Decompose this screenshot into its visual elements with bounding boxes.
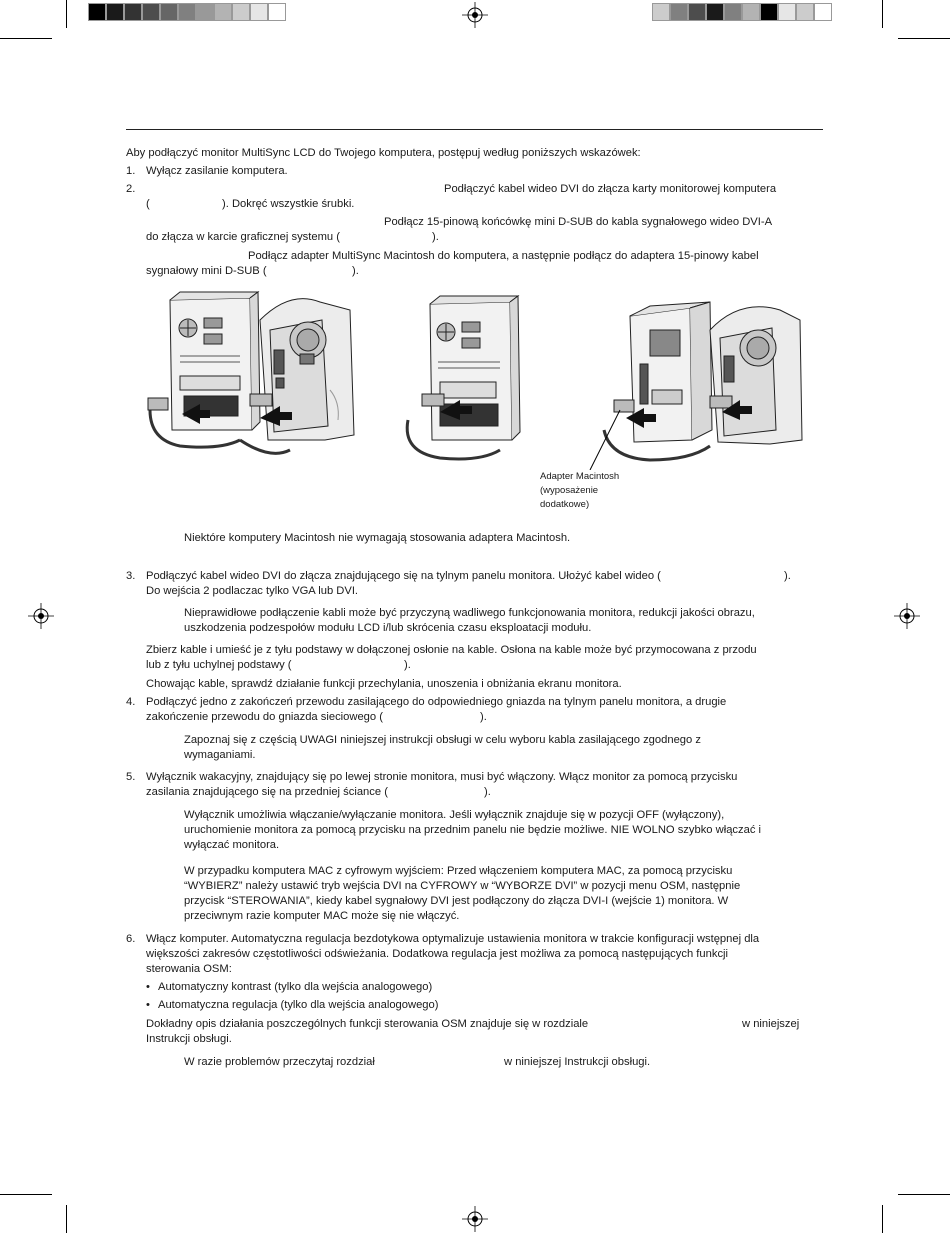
color-swatch (214, 3, 232, 21)
connection-illustration (140, 290, 830, 470)
step-text: sterowania OSM: (146, 963, 232, 975)
step-number: 4. (126, 696, 136, 708)
color-swatch (796, 3, 814, 21)
color-swatch (724, 3, 742, 21)
color-swatch (160, 3, 178, 21)
color-swatch (268, 3, 286, 21)
crop-mark (882, 0, 883, 28)
step-text: Zbierz kable i umieść je z tyłu podstawy w dołączonej osłonie na kable. Osłona na kable może być przymocowana z przodu (146, 644, 757, 656)
bullet-text: Automatyczny kontrast (tylko dla wejścia analogowego) (158, 981, 433, 993)
color-swatch (124, 3, 142, 21)
step-number: 5. (126, 771, 136, 783)
bullet-text: Automatyczna regulacja (tylko dla wejścia analogowego) (158, 999, 439, 1011)
color-swatch (142, 3, 160, 21)
color-swatch (670, 3, 688, 21)
mac-note: Niektóre komputery Macintosh nie wymagają stosowania adaptera Macintosh. (184, 532, 571, 544)
note-text: W razie problemów przeczytaj rozdział (184, 1056, 375, 1068)
note-text: w niniejszej Instrukcji obsługi. (504, 1056, 651, 1068)
color-swatch (232, 3, 250, 21)
pc-dvi-illustration (148, 292, 354, 453)
crop-mark (882, 1205, 883, 1233)
color-bar-right (652, 3, 832, 21)
color-swatch (778, 3, 796, 21)
crop-mark (898, 1194, 950, 1195)
note-text: W przypadku komputera MAC z cyfrowym wyjściem: Przed włączeniem komputera MAC, za pomocą przycisku (184, 865, 733, 877)
color-swatch (742, 3, 760, 21)
crop-mark (66, 1205, 67, 1233)
color-swatch (250, 3, 268, 21)
step-text: Podłączyć kabel wideo DVI do złącza karty monitorowej komputera (444, 183, 777, 195)
bullet: • (146, 999, 150, 1011)
step-text: ). (352, 265, 359, 277)
color-swatch (706, 3, 724, 21)
note-text: Zapoznaj się z częścią UWAGI niniejszej instrukcji obsługi w celu wyboru kabla zasilającego zgodnego z (184, 734, 701, 746)
step-text: ). (432, 231, 439, 243)
step-number: 6. (126, 933, 136, 945)
step-text: ). Dokręć wszystkie śrubki. (222, 198, 355, 210)
color-swatch (106, 3, 124, 21)
step-text: w niniejszej (742, 1018, 800, 1030)
pc-dsub-illustration (407, 296, 520, 459)
step-text: ( (146, 198, 150, 210)
mac-adapter-illustration (590, 302, 802, 470)
step-number: 2. (126, 183, 136, 195)
note-text: przycisk “STEROWANIA”, kiedy kabel sygnałowy DVI jest podłączony do złącza DVI-I (wejście 1) monitora. W (184, 895, 729, 907)
step-text: lub z tyłu uchylnej podstawy ( (146, 659, 292, 671)
registration-mark (462, 1206, 488, 1232)
step-text: Do wejścia 2 podlaczac tylko VGA lub DVI. (146, 585, 359, 597)
step-text: sygnałowy mini D-SUB ( (146, 265, 267, 277)
crop-mark (0, 1194, 52, 1195)
step-text: zakończenie przewodu do gniazda sieciowego ( (146, 711, 383, 723)
adapter-callout-line3: dodatkowe) (540, 499, 590, 510)
color-swatch (196, 3, 214, 21)
registration-mark (894, 603, 920, 629)
note-text: przeciwnym razie komputer MAC może się nie włączyć. (184, 910, 460, 922)
crop-mark (66, 0, 67, 28)
step-text: Podłączyć kabel wideo DVI do złącza znajdującego się na tylnym panelu monitora. Ułożyć kabel wideo ( (146, 570, 661, 582)
intro-text: Aby podłączyć monitor MultiSync LCD do Twojego komputera, postępuj według poniższych wskazówek: (126, 147, 641, 159)
color-swatch (652, 3, 670, 21)
registration-mark (462, 2, 488, 28)
step-text: zasilania znajdującego się na przedniej ściance ( (146, 786, 388, 798)
step-number: 1. (126, 165, 136, 177)
note-text: wymaganiami. (184, 749, 256, 761)
step-text: do złącza w karcie graficznej systemu ( (146, 231, 340, 243)
color-swatch (88, 3, 106, 21)
caution-text: uszkodzenia podzespołów modułu LCD i/lub skrócenia czasu eksploatacji modułu. (184, 622, 592, 634)
color-swatch (814, 3, 832, 21)
step-number: 3. (126, 570, 136, 582)
color-bar-left (88, 3, 286, 21)
step-text: Podłącz 15-pinową końcówkę mini D-SUB do kabla sygnałowego wideo DVI-A (384, 216, 773, 228)
step-text: Podłącz adapter MultiSync Macintosh do komputera, a następnie podłącz do adaptera 15-pinowy kabel (248, 250, 759, 262)
step-text: Wyłącznik wakacyjny, znajdujący się po lewej stronie monitora, musi być włączony. Włącz monitor za pomocą przycisku (146, 771, 738, 783)
step-text: Instrukcji obsługi. (146, 1033, 232, 1045)
adapter-callout-line1: Adapter Macintosh (540, 471, 620, 482)
crop-mark (0, 38, 52, 39)
step-text: Dokładny opis działania poszczególnych funkcji sterowania OSM znajduje się w rozdziale (146, 1018, 589, 1030)
color-swatch (760, 3, 778, 21)
step-text: Włącz komputer. Automatyczna regulacja bezdotykowa optymalizuje ustawienia monitora w trakcie konfiguracji wstępnej dla (146, 933, 760, 945)
step-text: ). (484, 786, 491, 798)
adapter-callout-line2: (wyposażenie (540, 485, 599, 496)
note-text: uruchomienie monitora za pomocą przycisku na przednim panelu nie będzie możliwe. NIE WOLNO szybko włączać i (184, 824, 762, 836)
step-text: Wyłącz zasilanie komputera. (146, 165, 288, 177)
header-rule (126, 129, 823, 130)
registration-mark (28, 603, 54, 629)
crop-mark (898, 38, 950, 39)
note-text: Wyłącznik umożliwia włączanie/wyłączanie monitora. Jeśli wyłącznik znajduje się w pozycji OFF (wyłączony), (184, 809, 725, 821)
step-text: ). (480, 711, 487, 723)
note-text: “WYBIERZ” należy ustawić tryb wejścia DVI na CYFROWY w “WYBORZE DVI” w pozycji menu OSM, następnie (184, 880, 741, 892)
bullet: • (146, 981, 150, 993)
step-text: ). (404, 659, 411, 671)
color-swatch (178, 3, 196, 21)
step-text: większości zakresów częstotliwości odświeżania. Dodatkowa regulacja jest możliwa za pomocą następujących funkcji (146, 948, 729, 960)
caution-text: Nieprawidłowe podłączenie kabli może być przyczyną wadliwego funkcjonowania monitora, redukcji jakości obrazu, (184, 607, 755, 619)
note-text: wyłączać monitora. (184, 839, 280, 851)
color-swatch (688, 3, 706, 21)
step-text: Podłączyć jedno z zakończeń przewodu zasilającego do odpowiedniego gniazda na tylnym panelu monitora, a drugie (146, 696, 727, 708)
step-text: Chowając kable, sprawdź działanie funkcji przechylania, unoszenia i obniżania ekranu monitora. (146, 678, 622, 690)
step-text: ). (784, 570, 791, 582)
